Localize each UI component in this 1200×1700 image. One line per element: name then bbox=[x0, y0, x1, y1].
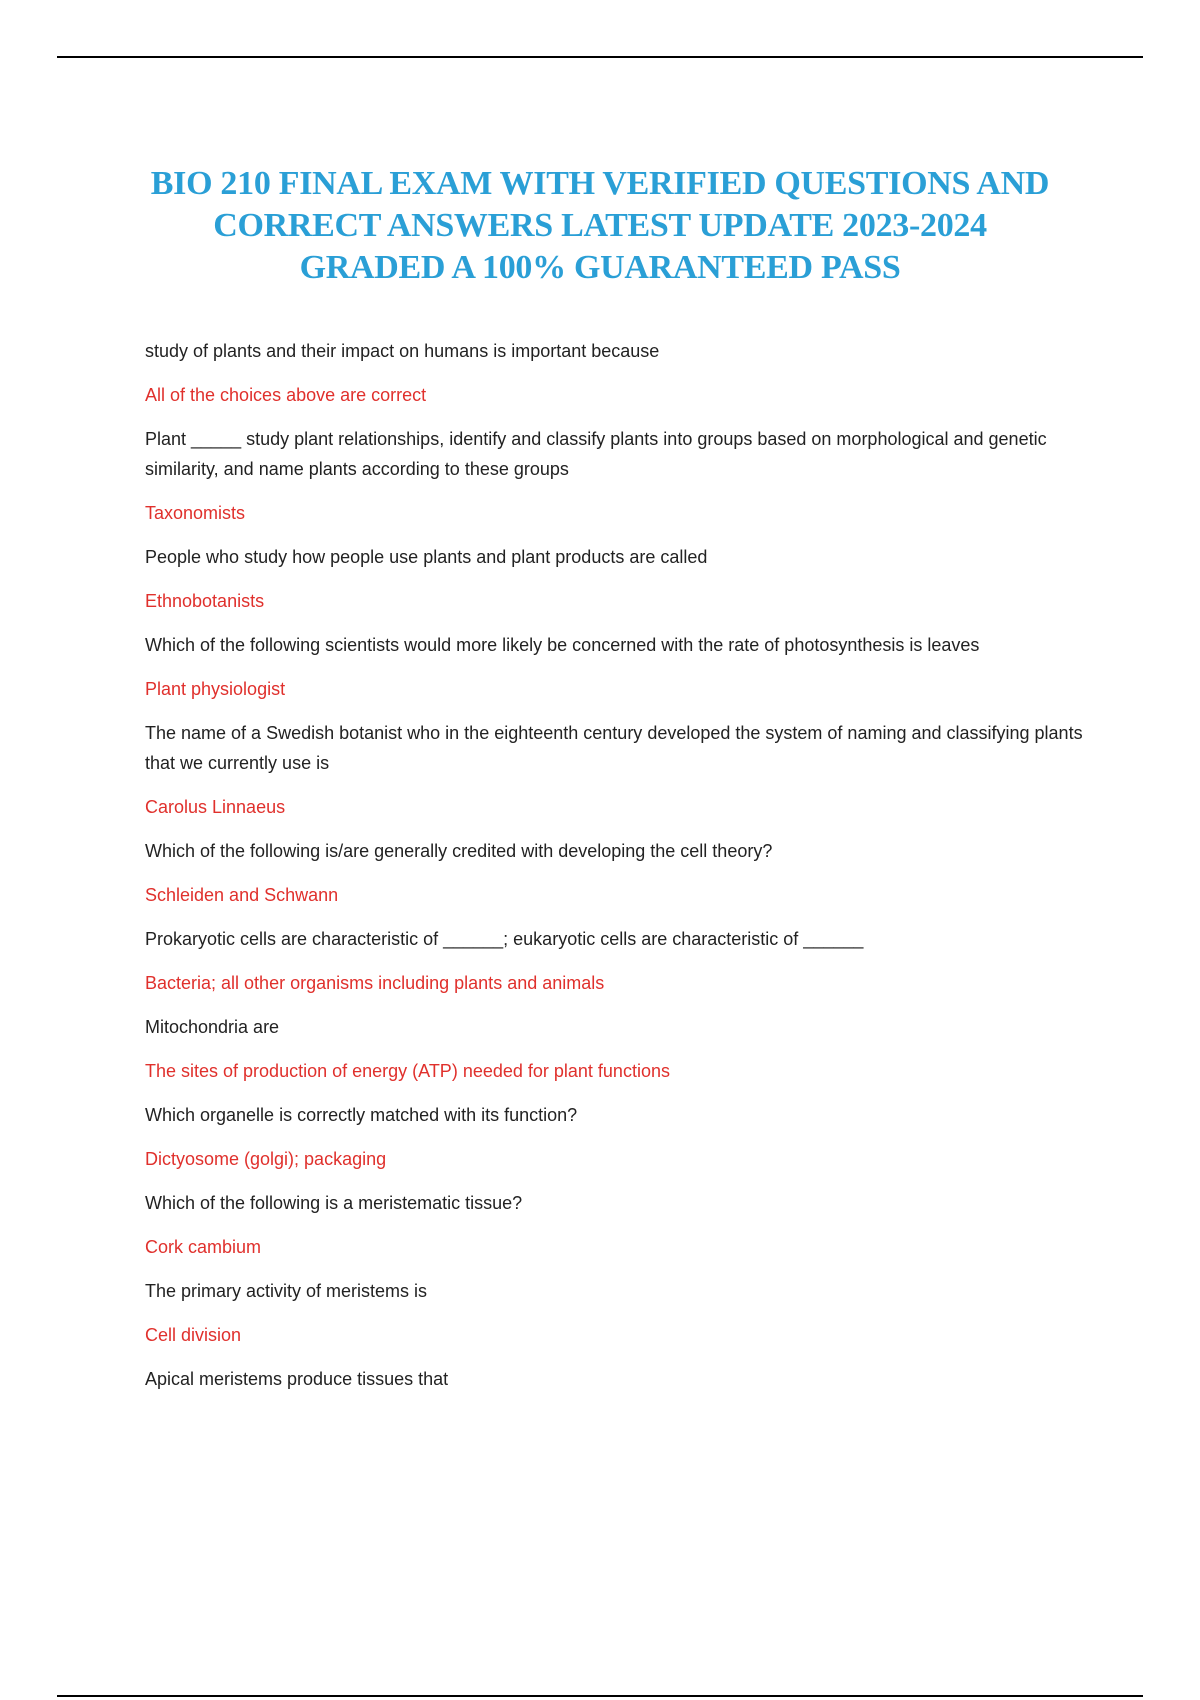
answer-text: Taxonomists bbox=[145, 503, 246, 523]
title-line: BIO 210 FINAL EXAM WITH VERIFIED QUESTIONS AND bbox=[150, 164, 1050, 202]
document-title bbox=[100, 163, 1100, 289]
question-text: Apical meristems produce tissues that bbox=[145, 1369, 449, 1389]
title-line: GRADED A 100% GUARANTEED PASS bbox=[299, 248, 901, 286]
question-text: People who study how people use plants and plant products are called bbox=[145, 547, 708, 567]
top-rule bbox=[57, 56, 1143, 58]
answer-text: Bacteria; all other organisms including plants and animals bbox=[145, 973, 605, 993]
answer-text: Dictyosome (golgi); packaging bbox=[145, 1149, 387, 1169]
answer-text: Ethnobotanists bbox=[145, 591, 265, 611]
title-line: CORRECT ANSWERS LATEST UPDATE 2023-2024 bbox=[213, 206, 987, 244]
question-text: Which organelle is correctly matched with its function? bbox=[145, 1105, 578, 1125]
answer-text: Cork cambium bbox=[145, 1237, 262, 1257]
question-text: Which of the following is a meristematic tissue? bbox=[145, 1193, 523, 1213]
bottom-rule bbox=[57, 1695, 1143, 1697]
question-text: study of plants and their impact on humans is important because bbox=[145, 341, 660, 361]
answer-text: Plant physiologist bbox=[145, 679, 286, 699]
question-text: Mitochondria are bbox=[145, 1017, 280, 1037]
answer-text: Cell division bbox=[145, 1325, 242, 1345]
answer-text: The sites of production of energy (ATP) needed for plant functions bbox=[145, 1061, 670, 1081]
answer-text: Carolus Linnaeus bbox=[145, 797, 286, 817]
question-text: Plant _____ study plant relationships, identify and classify plants into groups based on morphological and genetic similarity, and name plants according to these groups bbox=[145, 429, 1047, 479]
question-text: Which of the following scientists would more likely be concerned with the rate of photosynthesis is leaves bbox=[145, 635, 980, 655]
qa-list bbox=[145, 336, 1095, 1394]
answer-text: Schleiden and Schwann bbox=[145, 885, 339, 905]
question-text: Which of the following is/are generally credited with developing the cell theory? bbox=[145, 841, 773, 861]
question-text: Prokaryotic cells are characteristic of ______; eukaryotic cells are characteristic of ______ bbox=[145, 929, 864, 949]
question-text: The name of a Swedish botanist who in the eighteenth century developed the system of naming and classifying plants that we currently use is bbox=[145, 723, 1083, 773]
answer-text: All of the choices above are correct bbox=[145, 385, 427, 405]
question-text: The primary activity of meristems is bbox=[145, 1281, 428, 1301]
